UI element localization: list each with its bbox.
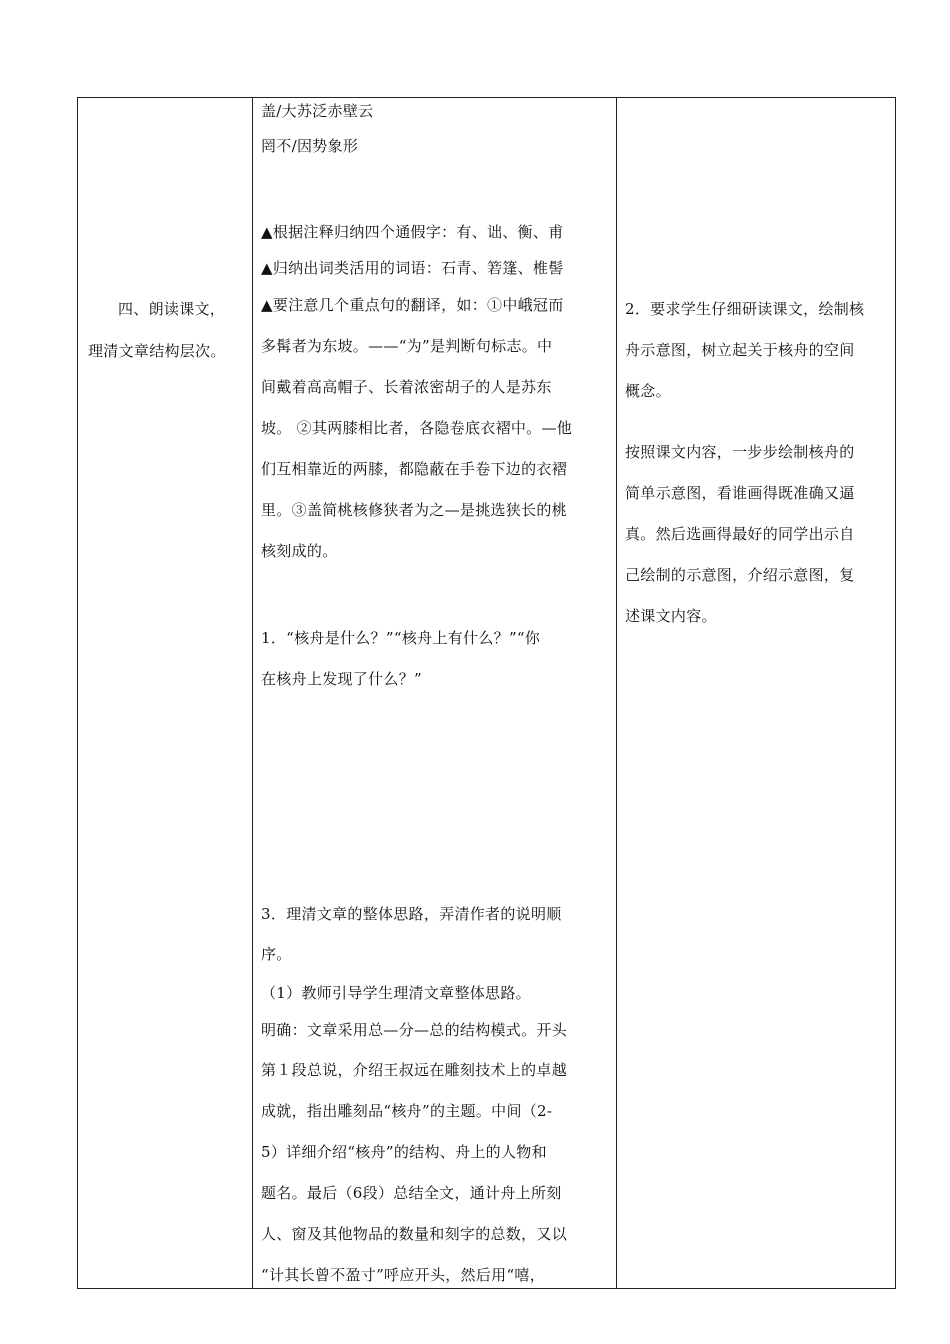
activity-line: 按照课文内容，一步步绘制核舟的 — [625, 443, 855, 461]
content-line: 题名。最后（6段）总结全文，通计舟上所刻 — [261, 1184, 562, 1202]
content-line: 里。③盖简桃核修狭者为之—是挑选狭长的桃 — [261, 501, 568, 519]
content-line: 盖/大苏泛赤壁云 — [261, 102, 374, 120]
lesson-plan-table — [77, 97, 896, 1289]
content-line: （1）教师引导学生理清文章整体思路。 — [261, 984, 531, 1002]
content-line: 第１段总说，介绍王叔远在雕刻技术上的卓越 — [261, 1061, 568, 1079]
table-row — [78, 98, 896, 1289]
content-line: 们互相靠近的两膝，都隐蔽在手卷下边的衣褶 — [261, 460, 568, 478]
content-line: “计其长曾不盈寸”呼应开头，然后用“嘻， — [261, 1266, 546, 1284]
activity-line: 简单示意图，看谁画得既准确又逼 — [625, 484, 855, 502]
step-title-line: 理清文章结构层次。 — [88, 342, 226, 360]
content-line: 序。 — [261, 945, 292, 963]
activity-line: 2．要求学生仔细研读课文，绘制核 — [625, 300, 865, 318]
content-line: 多髯者为东坡。——“为”是判断句标志。中 — [261, 337, 553, 355]
activity-cell — [617, 98, 896, 1289]
content-line: 罔不/因势象形 — [261, 137, 359, 155]
content-line: 明确：文章采用总—分—总的结构模式。开头 — [261, 1021, 568, 1039]
step-cell — [78, 98, 253, 1289]
content-line: 间戴着高高帽子、长着浓密胡子的人是苏东 — [261, 378, 552, 396]
content-line: 5）详细介绍“核舟”的结构、舟上的人物和 — [261, 1143, 547, 1161]
activity-line: 己绘制的示意图，介绍示意图，复 — [625, 566, 855, 584]
content-line: 坡。 ②其两膝相比者，各隐卷底衣褶中。—他 — [261, 419, 573, 437]
content-line: 成就，指出雕刻品“核舟”的主题。中间（2- — [261, 1102, 553, 1120]
activity-line: 舟示意图，树立起关于核舟的空间 — [625, 341, 855, 359]
content-line: 人、窗及其他物品的数量和刻字的总数，又以 — [261, 1225, 568, 1243]
content-cell — [253, 98, 617, 1289]
content-line: 核刻成的。 — [261, 542, 338, 560]
activity-line: 述课文内容。 — [625, 607, 717, 625]
content-line: ▲归纳出词类活用的词语：石青、箬篷、椎髻 — [261, 259, 564, 277]
content-line: ▲根据注释归纳四个通假字：有、诎、衡、甫 — [261, 223, 564, 241]
content-line: 1．“核舟是什么？”“核舟上有什么？”“你 — [261, 629, 541, 647]
content-line: 3．理清文章的整体思路，弄清作者的说明顺 — [261, 905, 562, 923]
content-line: ▲要注意几个重点句的翻译，如：①中峨冠而 — [261, 296, 564, 314]
step-title-line: 四、朗读课文， — [118, 300, 226, 318]
activity-line: 真。然后选画得最好的同学出示自 — [625, 525, 855, 543]
content-line: 在核舟上发现了什么？” — [261, 670, 422, 688]
activity-line: 概念。 — [625, 382, 671, 400]
